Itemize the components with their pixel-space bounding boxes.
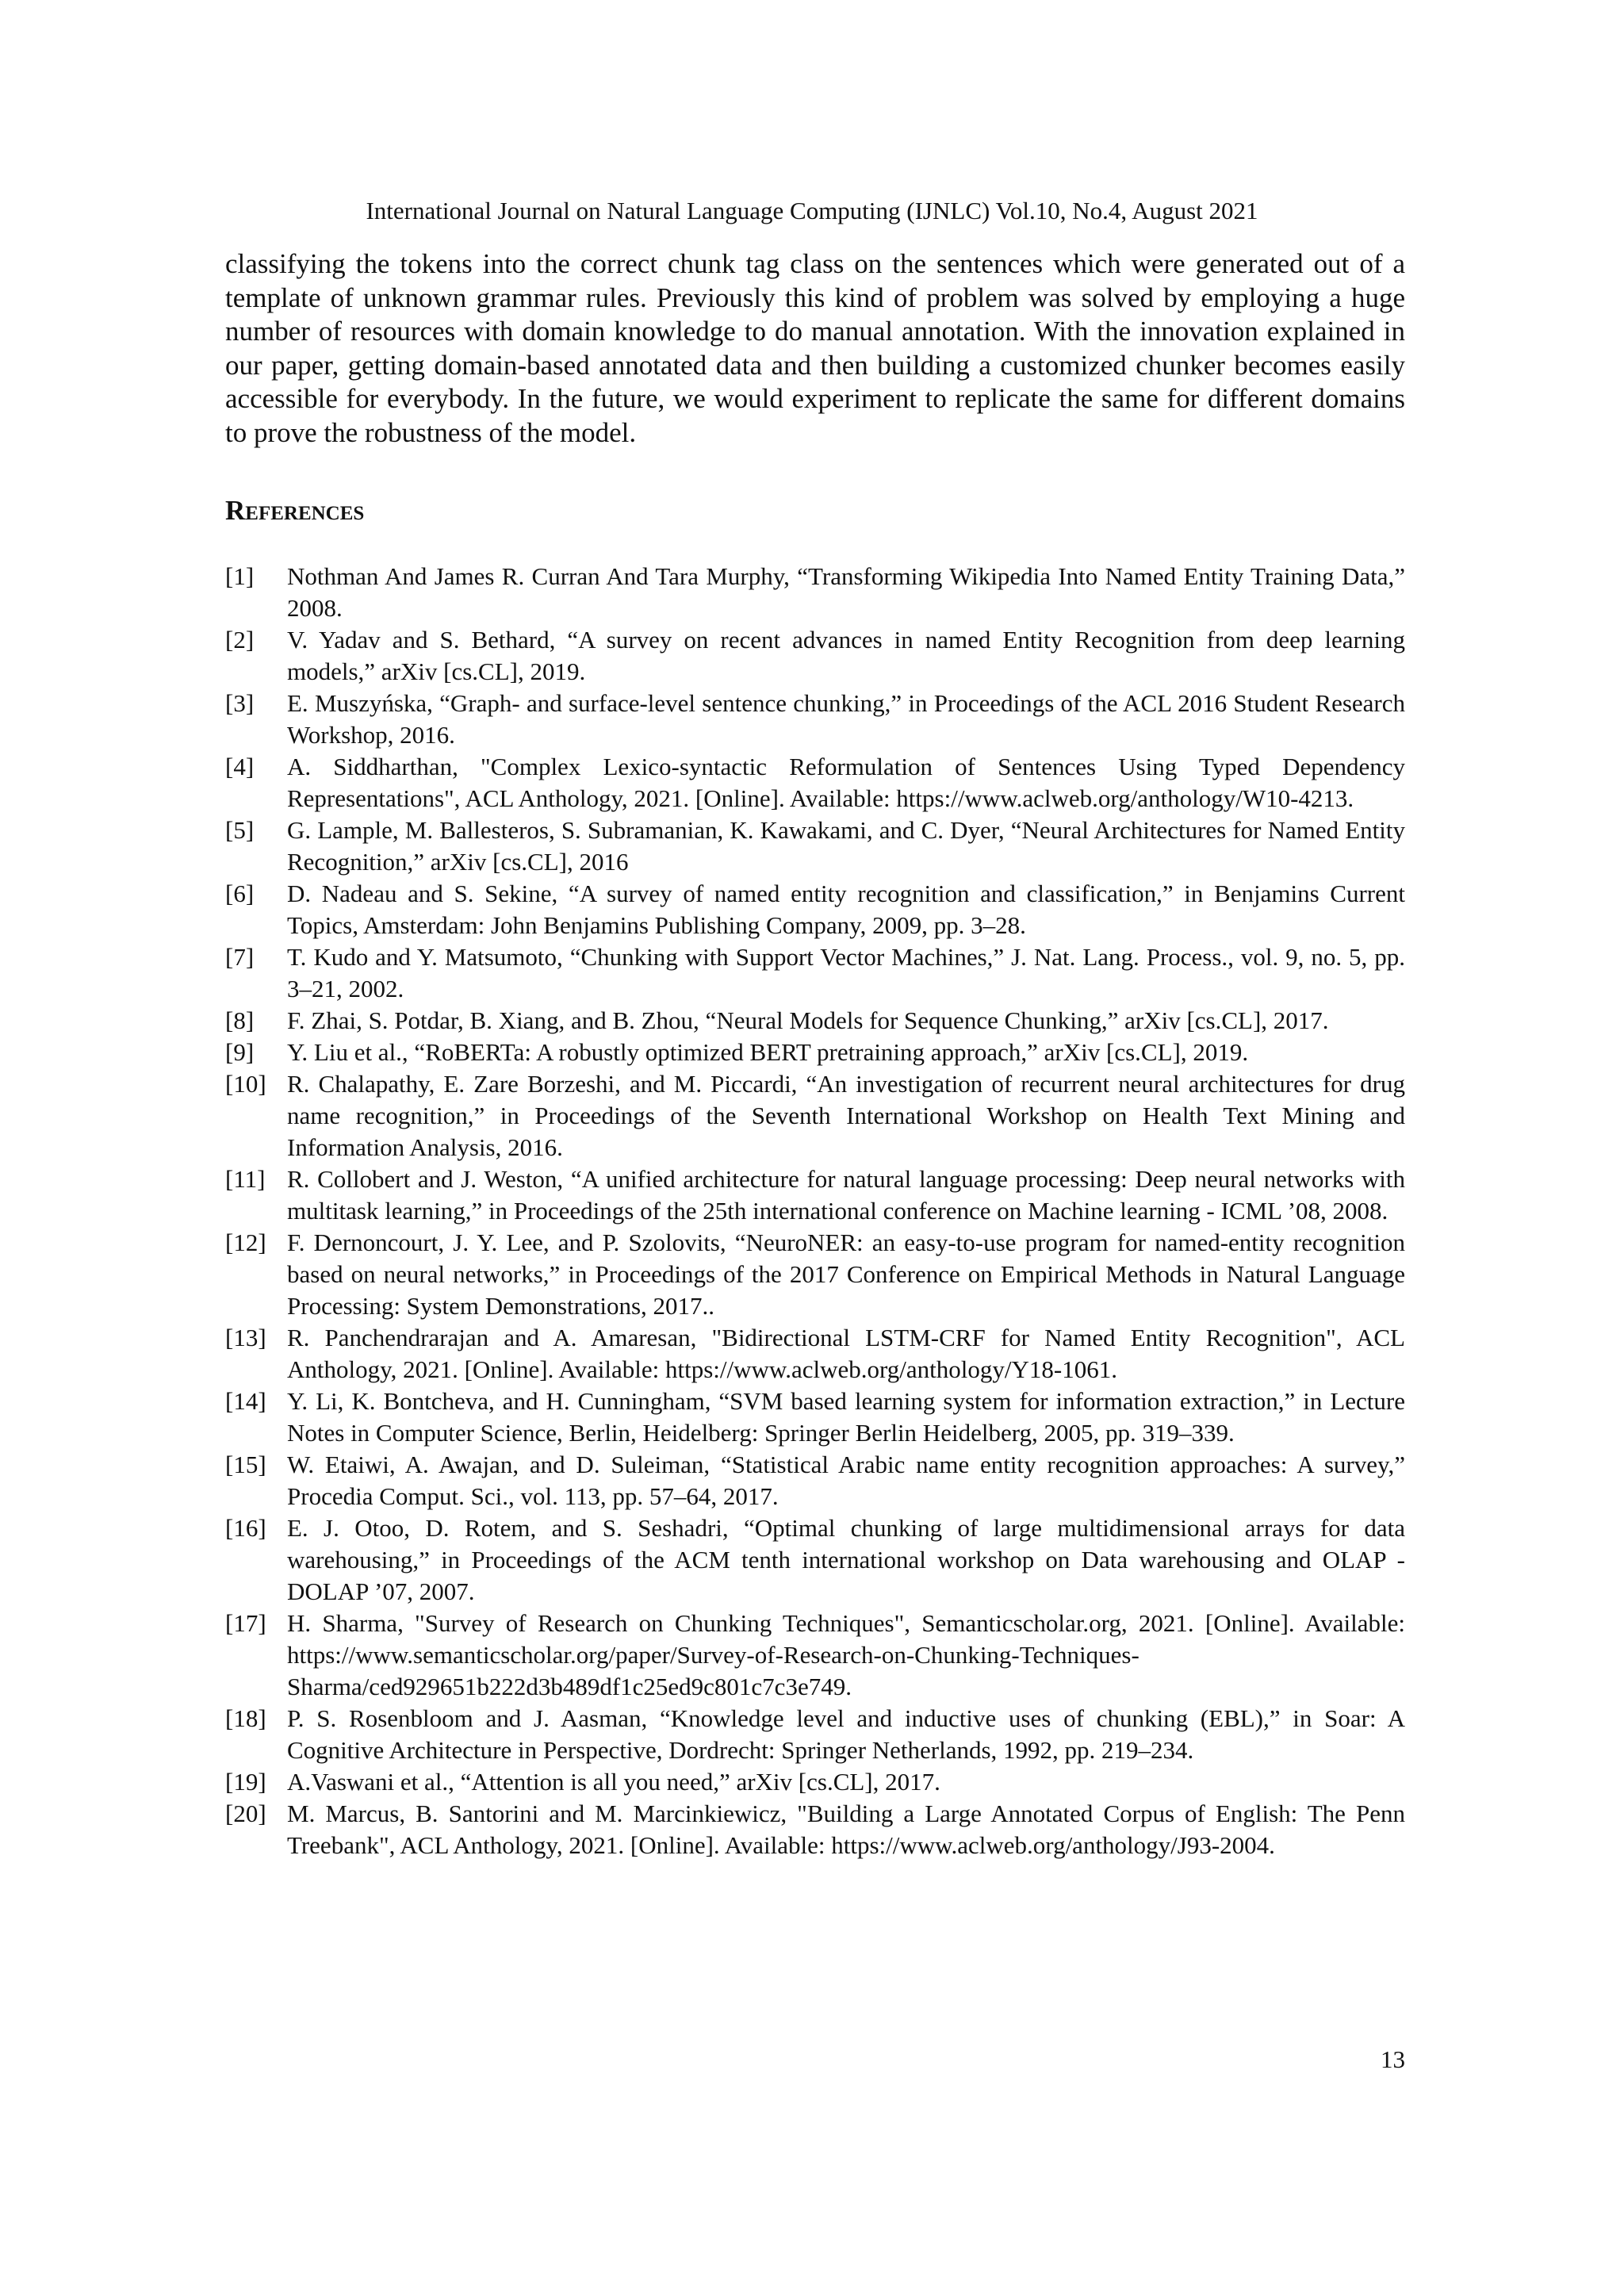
reference-number: [6] xyxy=(225,880,255,907)
reference-text: H. Sharma, "Survey of Research on Chunking Techniques", Semanticscholar.org, 2021. [Online]. Available: https://www.semanticscholar.org/paper/Survey-of-Research-on-Chunking-Techniques-Sharma/ced929651b222d3b489df1c25ed9c801c7c3e749. xyxy=(287,1609,1405,1700)
reference-item xyxy=(225,878,1405,941)
running-header: International Journal on Natural Language Computing (IJNLC) Vol.10, No.4, August 2021 xyxy=(366,197,1258,224)
reference-item xyxy=(225,1386,1405,1449)
reference-text: A.Vaswani et al., “Attention is all you need,” arXiv [cs.CL], 2017. xyxy=(287,1768,940,1796)
reference-number: [17] xyxy=(225,1609,266,1637)
references-list xyxy=(225,561,1405,1861)
reference-text: Nothman And James R. Curran And Tara Murphy, “Transforming Wikipedia Into Named Entity Training Data,” 2008. xyxy=(287,562,1405,622)
reference-number: [1] xyxy=(225,562,255,590)
reference-item xyxy=(225,1608,1405,1703)
reference-number: [10] xyxy=(225,1070,266,1098)
reference-item xyxy=(225,561,1405,624)
reference-number: [18] xyxy=(225,1704,266,1732)
reference-item xyxy=(225,1766,1405,1798)
reference-text: Y. Liu et al., “RoBERTa: A robustly optimized BERT pretraining approach,” arXiv [cs.CL], 2019. xyxy=(287,1038,1249,1066)
reference-item xyxy=(225,1512,1405,1608)
reference-item xyxy=(225,1037,1405,1068)
reference-text: R. Collobert and J. Weston, “A unified architecture for natural language processing: Deep neural networks with multitask learning,” in Proceedings of the 25th international conference on Machine learning - ICML ’08, 2008. xyxy=(287,1165,1405,1225)
reference-number: [5] xyxy=(225,816,255,844)
reference-text: G. Lample, M. Ballesteros, S. Subramanian, K. Kawakami, and C. Dyer, “Neural Architectures for Named Entity Recognition,” arXiv [cs.CL], 2016 xyxy=(287,816,1405,876)
reference-number: [8] xyxy=(225,1006,255,1034)
reference-text: A. Siddharthan, "Complex Lexico-syntactic Reformulation of Sentences Using Typed Dependency Representations", ACL Anthology, 2021. [Online]. Available: https://www.aclweb.org/anthology/W10-4213. xyxy=(287,753,1405,812)
reference-text: F. Dernoncourt, J. Y. Lee, and P. Szolovits, “NeuroNER: an easy-to-use program for named-entity recognition based on neural networks,” in Proceedings of the 2017 Conference on Empirical Methods in Natural Language Processing: System Demonstrations, 2017.. xyxy=(287,1228,1405,1320)
reference-item xyxy=(225,1703,1405,1766)
reference-number: [16] xyxy=(225,1514,266,1542)
reference-item xyxy=(225,688,1405,751)
reference-text: E. Muszyńska, “Graph- and surface-level sentence chunking,” in Proceedings of the ACL 2016 Student Research Workshop, 2016. xyxy=(287,689,1405,749)
reference-item xyxy=(225,941,1405,1005)
reference-number: [3] xyxy=(225,689,255,717)
reference-number: [4] xyxy=(225,753,255,780)
reference-text: T. Kudo and Y. Matsumoto, “Chunking with Support Vector Machines,” J. Nat. Lang. Process., vol. 9, no. 5, pp. 3–21, 2002. xyxy=(287,943,1405,1002)
reference-item xyxy=(225,1449,1405,1512)
reference-text: R. Panchendrarajan and A. Amaresan, "Bidirectional LSTM-CRF for Named Entity Recognition", ACL Anthology, 2021. [Online]. Available: https://www.aclweb.org/anthology/Y18-1061. xyxy=(287,1324,1405,1383)
reference-number: [15] xyxy=(225,1451,266,1478)
reference-text: E. J. Otoo, D. Rotem, and S. Seshadri, “Optimal chunking of large multidimensional arrays for data warehousing,” in Proceedings of the ACM tenth international workshop on Data warehousing and OLAP - DOLAP ’07, 2007. xyxy=(287,1514,1405,1605)
reference-text: Y. Li, K. Bontcheva, and H. Cunningham, “SVM based learning system for information extraction,” in Lecture Notes in Computer Science, Berlin, Heidelberg: Springer Berlin Heidelberg, 2005, pp. 319–339. xyxy=(287,1387,1405,1447)
reference-text: P. S. Rosenbloom and J. Aasman, “Knowledge level and inductive uses of chunking (EBL),” in Soar: A Cognitive Architecture in Perspective, Dordrecht: Springer Netherlands, 1992, pp. 219–234. xyxy=(287,1704,1405,1764)
reference-number: [14] xyxy=(225,1387,266,1415)
reference-text: F. Zhai, S. Potdar, B. Xiang, and B. Zhou, “Neural Models for Sequence Chunking,” arXiv [cs.CL], 2017. xyxy=(287,1006,1329,1034)
references-heading: References xyxy=(225,495,365,526)
reference-number: [20] xyxy=(225,1800,266,1827)
reference-number: [7] xyxy=(225,943,255,971)
reference-item xyxy=(225,624,1405,688)
page-number: 13 xyxy=(1381,2045,1405,2073)
reference-item xyxy=(225,1798,1405,1861)
reference-text: R. Chalapathy, E. Zare Borzeshi, and M. Piccardi, “An investigation of recurrent neural architectures for drug name recognition,” in Proceedings of the Seventh International Workshop on Health Text Mining and Information Analysis, 2016. xyxy=(287,1070,1405,1161)
reference-text: V. Yadav and S. Bethard, “A survey on recent advances in named Entity Recognition from deep learning models,” arXiv [cs.CL], 2019. xyxy=(287,626,1405,685)
reference-item xyxy=(225,1005,1405,1037)
reference-number: [2] xyxy=(225,626,255,654)
reference-text: W. Etaiwi, A. Awajan, and D. Suleiman, “Statistical Arabic name entity recognition approaches: A survey,” Procedia Comput. Sci., vol. 113, pp. 57–64, 2017. xyxy=(287,1451,1405,1510)
reference-text: M. Marcus, B. Santorini and M. Marcinkiewicz, "Building a Large Annotated Corpus of English: The Penn Treebank", ACL Anthology, 2021. [Online]. Available: https://www.aclweb.org/anthology/J93-2004. xyxy=(287,1800,1405,1859)
reference-item xyxy=(225,751,1405,815)
conclusion-paragraph: classifying the tokens into the correct chunk tag class on the sentences which were generated out of a template of unknown grammar rules. Previously this kind of problem was solved by employing a huge number of resources with domain knowledge to do manual annotation. With the innovation explained in our paper, getting domain-based annotated data and then building a customized chunker becomes easily accessible for everybody. In the future, we would experiment to replicate the same for different domains to prove the robustness of the model. xyxy=(225,248,1405,448)
reference-number: [9] xyxy=(225,1038,255,1066)
reference-item xyxy=(225,1068,1405,1163)
reference-item xyxy=(225,1163,1405,1227)
reference-number: [19] xyxy=(225,1768,266,1796)
reference-item xyxy=(225,815,1405,878)
reference-number: [13] xyxy=(225,1324,266,1351)
reference-item xyxy=(225,1227,1405,1322)
reference-item xyxy=(225,1322,1405,1386)
reference-number: [11] xyxy=(225,1165,266,1193)
reference-number: [12] xyxy=(225,1228,266,1256)
reference-text: D. Nadeau and S. Sekine, “A survey of named entity recognition and classification,” in Benjamins Current Topics, Amsterdam: John Benjamins Publishing Company, 2009, pp. 3–28. xyxy=(287,880,1405,939)
